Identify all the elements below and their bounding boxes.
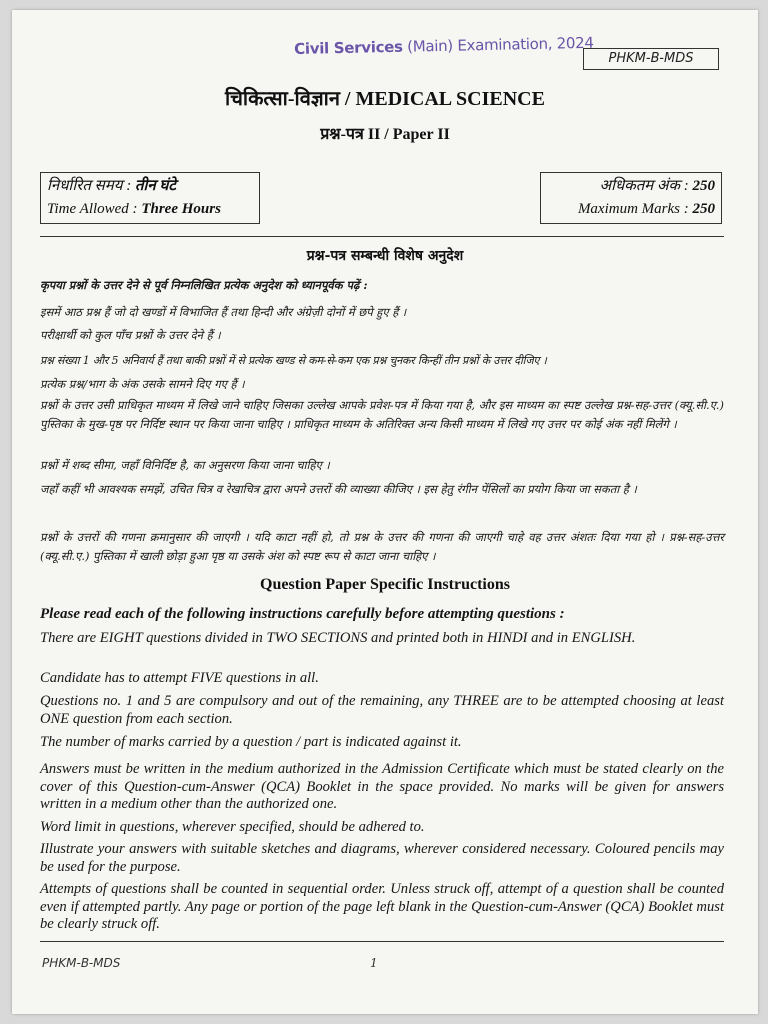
english-intro: Please read each of the following instructions carefully before attempting questions : — [40, 606, 565, 622]
time-english: Time Allowed : Three Hours — [47, 201, 221, 217]
marks-english: Maximum Marks : 250 — [577, 201, 715, 217]
hindi-heading: प्रश्न-पत्र सम्बन्धी विशेष अनुदेश — [306, 248, 464, 264]
footer-paper-code: PHKM-B-MDS — [42, 956, 121, 970]
footer-divider — [40, 941, 724, 942]
english-item: Candidate has to attempt FIVE questions in all. — [40, 670, 319, 686]
hindi-item: परीक्षार्थी को कुल पाँच प्रश्नों के उत्तर देने हैं । — [40, 328, 221, 342]
exam-stamp — [294, 34, 594, 58]
hindi-item: प्रश्नों में शब्द सीमा, जहाँ विनिर्दिष्ट है, का अनुसरण किया जाना चाहिए । — [40, 458, 330, 472]
hindi-item: प्रश्न संख्या 1 और 5 अनिवार्य हैं तथा बाकी प्रश्नों में से प्रत्येक खण्ड से कम-से-कम एक प्रश्न चुनकर किन्हीं तीन प्रश्नों के उत्तर दीजिए । — [40, 354, 547, 367]
stamp-bold-text: Civil Services — [294, 37, 403, 58]
hindi-item: इसमें आठ प्रश्न हैं जो दो खण्डों में विभाजित हैं तथा हिन्दी और अंग्रेज़ी दोनों में छपे हुए हैं । — [40, 305, 407, 319]
divider-line — [40, 236, 724, 237]
hindi-item: प्रत्येक प्रश्न/भाग के अंक उसके सामने दिए गए हैं । — [40, 377, 245, 391]
hindi-item: प्रश्नों के उत्तर उसी प्राधिकृत माध्यम में लिखे जाने चाहिए जिसका उल्लेख आपके प्रवेश-पत्र में किया गया है, और इस माध्यम का स्पष्ट उल्लेख प्रश्न-सह-उत्तर (क्यू.सी.ए.) पुस्तिका के मुख-पृष्ठ पर निर्दिष्ट स्थान पर किया जाना चाहिए । प्राधिकृत माध्यम के अतिरिक्त अन्य किसी माध्यम में लिखे गए उत्तर पर कोई अंक नहीं मिलेंगे । — [40, 398, 724, 431]
subject-title: चिकित्सा-विज्ञान / MEDICAL SCIENCE — [225, 88, 545, 110]
english-item: Illustrate your answers with suitable sketches and diagrams, wherever considered necessary. Coloured pencils may be used for the purpose. — [40, 841, 724, 875]
english-item: Answers must be written in the medium authorized in the Admission Certificate which must be stated clearly on the cover of this Question-cum-Answer (QCA) Booklet in the space provided. No marks will be given for answers written in a medium other than the authorized one. — [40, 761, 724, 812]
maximum-marks-box — [540, 172, 722, 224]
english-item: Attempts of questions shall be counted in sequential order. Unless struck off, attempt of a question shall be counted even if attempted partly. Any page or portion of the page left blank in the Question-cum-Answer (QCA) Booklet must be clearly struck off. — [40, 881, 724, 932]
hindi-item: प्रश्नों के उत्तरों की गणना क्रमानुसार की जाएगी । यदि काटा नहीं हो, तो प्रश्न के उत्तर की गणना की जाएगी चाहे वह उत्तर अंशतः दिया गया हो । प्रश्न-सह-उत्तर (क्यू.सी.ए.) पुस्तिका में खाली छोड़ा हुआ पृष्ठ या उसके अंश को स्पष्ट रूप से काटा जाना चाहिए । — [40, 530, 724, 563]
paper-title: प्रश्न-पत्र II / Paper II — [320, 126, 450, 143]
time-hindi: निर्धारित समय : तीन घंटे — [47, 178, 176, 194]
paper-code-box: PHKM-B-MDS — [583, 48, 719, 70]
hindi-intro: कृपया प्रश्नों के उत्तर देने से पूर्व निम्नलिखित प्रत्येक अनुदेश को ध्यानपूर्वक पढ़ें : — [40, 278, 368, 292]
english-heading: Question Paper Specific Instructions — [260, 576, 510, 593]
time-allowed-box — [40, 172, 260, 224]
page-number: 1 — [370, 956, 378, 970]
english-item: The number of marks carried by a question / part is indicated against it. — [40, 734, 462, 750]
hindi-item: जहाँ कहीं भी आवश्यक समझें, उचित चित्र व रेखाचित्र द्वारा अपने उत्तरों की व्याख्या कीजिए । इस हेतु रंगीन पेंसिलों का प्रयोग किया जा सकता है । — [40, 482, 637, 496]
english-item: There are EIGHT questions divided in TWO SECTIONS and printed both in HINDI and in ENGLISH. — [40, 630, 636, 646]
english-item: Word limit in questions, wherever specified, should be adhered to. — [40, 819, 425, 835]
stamp-text: (Main) Examination, 2024 — [406, 33, 594, 56]
english-item: Questions no. 1 and 5 are compulsory and out of the remaining, any THREE are to be attempted choosing at least ONE question from each section. — [40, 693, 724, 727]
document-page — [12, 10, 758, 1014]
marks-hindi: अधिकतम अंक : 250 — [599, 178, 715, 194]
